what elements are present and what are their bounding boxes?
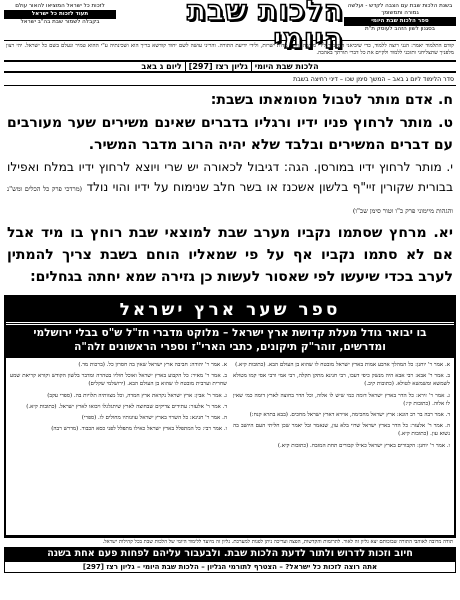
law-source: (מרדכי פרק כל הכלים ומש"נ והגהות מיימוני פרק כ"ו וטור סימן שכ"ו) [7, 185, 453, 215]
masthead-right-dark: ספר הלכות שבת היומי [344, 17, 456, 26]
column-paragraph: ו. אמר רבי: כל המתפלל בארץ ישראל כאילו מתפלל לפני כסא הכבוד. (מדרש רבה) [51, 426, 227, 433]
masthead-left-dark: תעוד לזכות כל ישראל [4, 10, 116, 19]
masthead-title-block [116, 0, 344, 55]
masthead-right-text: בשנת הלכות שבת עם הצבה לקדש - ועלשה גמורה ותמשומך [347, 3, 453, 16]
column-paragraph: ד. אמר רבה בר רב הונא: ארץ ישראל מחכימה, אוירא דארץ ישראל מחכים. (בבא בתרא קנח:) [249, 412, 450, 419]
law-item: ט. מותר לרחוץ פניו ידיו ורגליו בדברים שאינם משירים שער מעורבים עם דברים המשירים ובלבד שלא יהיה הרוב מדבר המשיר. [7, 115, 453, 153]
column-left [10, 361, 227, 532]
column-paragraph: ד. אמר ר' אלעזר: עתידים צדיקים שבחוצה לארץ שיתגלגלו ויבואו לארץ ישראל. (כתובות קיא.) [26, 403, 227, 410]
law-item: יא. מרחץ שסתמו נקביו מערב שבת למוצאי שבת רוחץ בו מיד אבל אם לא סתמו נקביו אף על פי שמאליו הוחם בשבת צריך להמתין לערב בכדי שיעשו לפי שאסור לעשות כן גזירה שמא יחתה בגחלים: [7, 225, 453, 285]
column-paragraph: ה. אמר ר' אלעזר: כל הדר בארץ ישראל שרוי בלא עון, שנאמר ובל יאמר שכן חליתי העם היושב בה נשוא עון. (כתובות קיא.) [233, 423, 450, 438]
book-promo-subtitle: בו יבואר גודל מעלת קדושת ארץ ישראל – מלוקט מדברי חז"ל ש"ס בבלי ירושלמי ומדרשים, זוהר"ק תיקונים, כתבי הארי"ז וספרי הראשונים זלה"ה [6, 325, 454, 358]
masthead-title: הלכות שבת היומי [187, 0, 344, 55]
column-paragraph: א. אמר ר' יהודה: חביבה ארץ ישראל שאין בה חסרון כל. (ברכות מד.) [78, 362, 227, 368]
book-promo-box [4, 295, 456, 537]
column-right [233, 361, 450, 532]
column-paragraph: א. אמר ר' יוחנן: כל המהלך ארבע אמות בארץ ישראל מובטח לו שהוא בן העולם הבא. (כתובות קיא.) [235, 362, 450, 368]
column-paragraph: ג. אמר ר' אבין: ארץ ישראל נקראת ארץ חמדה, וכל מצוותיה תלויות בה. (ספרי עקב) [47, 392, 227, 399]
footnote: תודה מרובה לאוהבי התורה שבזכותם יצא גליון זה לאור. לתרומות והקדשות, הפצה ועריכה ניתן לפנות למערכת. גליון זה מיועד ללימוד היומי של הלכות שבת בכל קהילות ישראל. [4, 537, 456, 547]
book-promo-columns [6, 358, 454, 535]
laws-section [4, 86, 456, 291]
masthead-left-text: לזכות כל ישראל המוציאו להאור עולם [15, 3, 105, 9]
issue-bar [4, 60, 456, 73]
book-promo-title: ספר שער ארץ ישראל [6, 297, 454, 325]
issue-number: גליון רצז [297] [185, 61, 252, 72]
masthead-left-sub: בקבלה לשמור שבת בה"ב ישראל [20, 19, 100, 25]
masthead-left-box [4, 2, 116, 40]
column-paragraph: ה. אמר ר' חנינא: כל השרוי בארץ ישראל עוונותיו מחולים לו. (ספרי) [81, 415, 227, 422]
issue-series: הלכות שבת היומי [254, 62, 319, 71]
footer-banner: חיוב וזכות לדרוש ולתור לדעת הלכות שבת. ולבעבור עליהם לפחות פעם אחת בשנה [4, 547, 456, 561]
law-item: ח. אדם מותר לטבול מטומאתו בשבת: [210, 92, 453, 108]
column-paragraph: ג. אמר ר' זירא: כל הדר בארץ ישראל דומה כמי שיש לו אלוה, וכל הדר בחוצה לארץ דומה כמי שאין לו אלוה. (כתובות קי:) [233, 392, 450, 407]
intro-prayer: קודם התלמוד יאמר: הנני רוצה ללמוד, כדי שיביאני התלמוד לידי מעשה, ולידי מדות ישרות, ולידי ידיעת התורה. והריני עושה לשם יחוד קודשא בריך הוא ושכינתיה ע"י ההוא טמיר ונעלם בשם כל ישראל. יהי רצון מלפניך שתצליחני ותזכני ללמוד ולקיים את כל דברי תורתך באהבה. [4, 40, 456, 58]
column-paragraph: ב. אמר ר' אבא: רבי אבא היה מנשק כיפי דעכו, רבי חנינא מתקן תקלה, רבי אמי ורבי אסי קמו מטולא לשמשא ומשמשא לטולא. (כתובות קיב.) [233, 373, 450, 388]
masthead-right-sub: בסגנון לשון הזהב לעוסק ת"ת [365, 26, 435, 32]
law-item: י. מותר לרחוץ ידיו במורסן. הגה: דגיבול לכאורה יש שרי ויוצא לרחוץ ידיו במלח ואפילו בבורית שקורין זיי"ף בלשון אשכנז או בשר חלב שנימוח על ידיו והוי נולד (מרדכי פרק כל הכלים ומש"נ והגהות מיימוני פרק כ"ו וטור סימן שכ"ו) [7, 160, 454, 215]
study-topic: סדר הלימוד ליום ג באב – המשך סימן שכו – דיני רחיצה בשבת [4, 73, 456, 86]
column-paragraph: ב. אמר ר' מאיר: כל הקבוע בארץ ישראל ואוכל חוליו בטהרה ומדבר בלשון הקודש וקורא קריאת שמע שחרית וערבית מובטח לו שהוא בן העולם הבא. (ירושלמי שקלים) [10, 373, 227, 388]
masthead-right-box [344, 2, 456, 40]
footer-contact: אתה רוצה לזכות כל ישראל? – הצטרף לתורמי הגליון – הלכות שבת היומי – גליון רצז [297] [4, 561, 456, 573]
column-paragraph: ו. אמר ר' יוחנן: הקבורים בארץ ישראל כאילו קבורים תחת המזבח. (כתובות קיא.) [277, 442, 450, 449]
issue-day: ליום ג באב [141, 62, 182, 71]
